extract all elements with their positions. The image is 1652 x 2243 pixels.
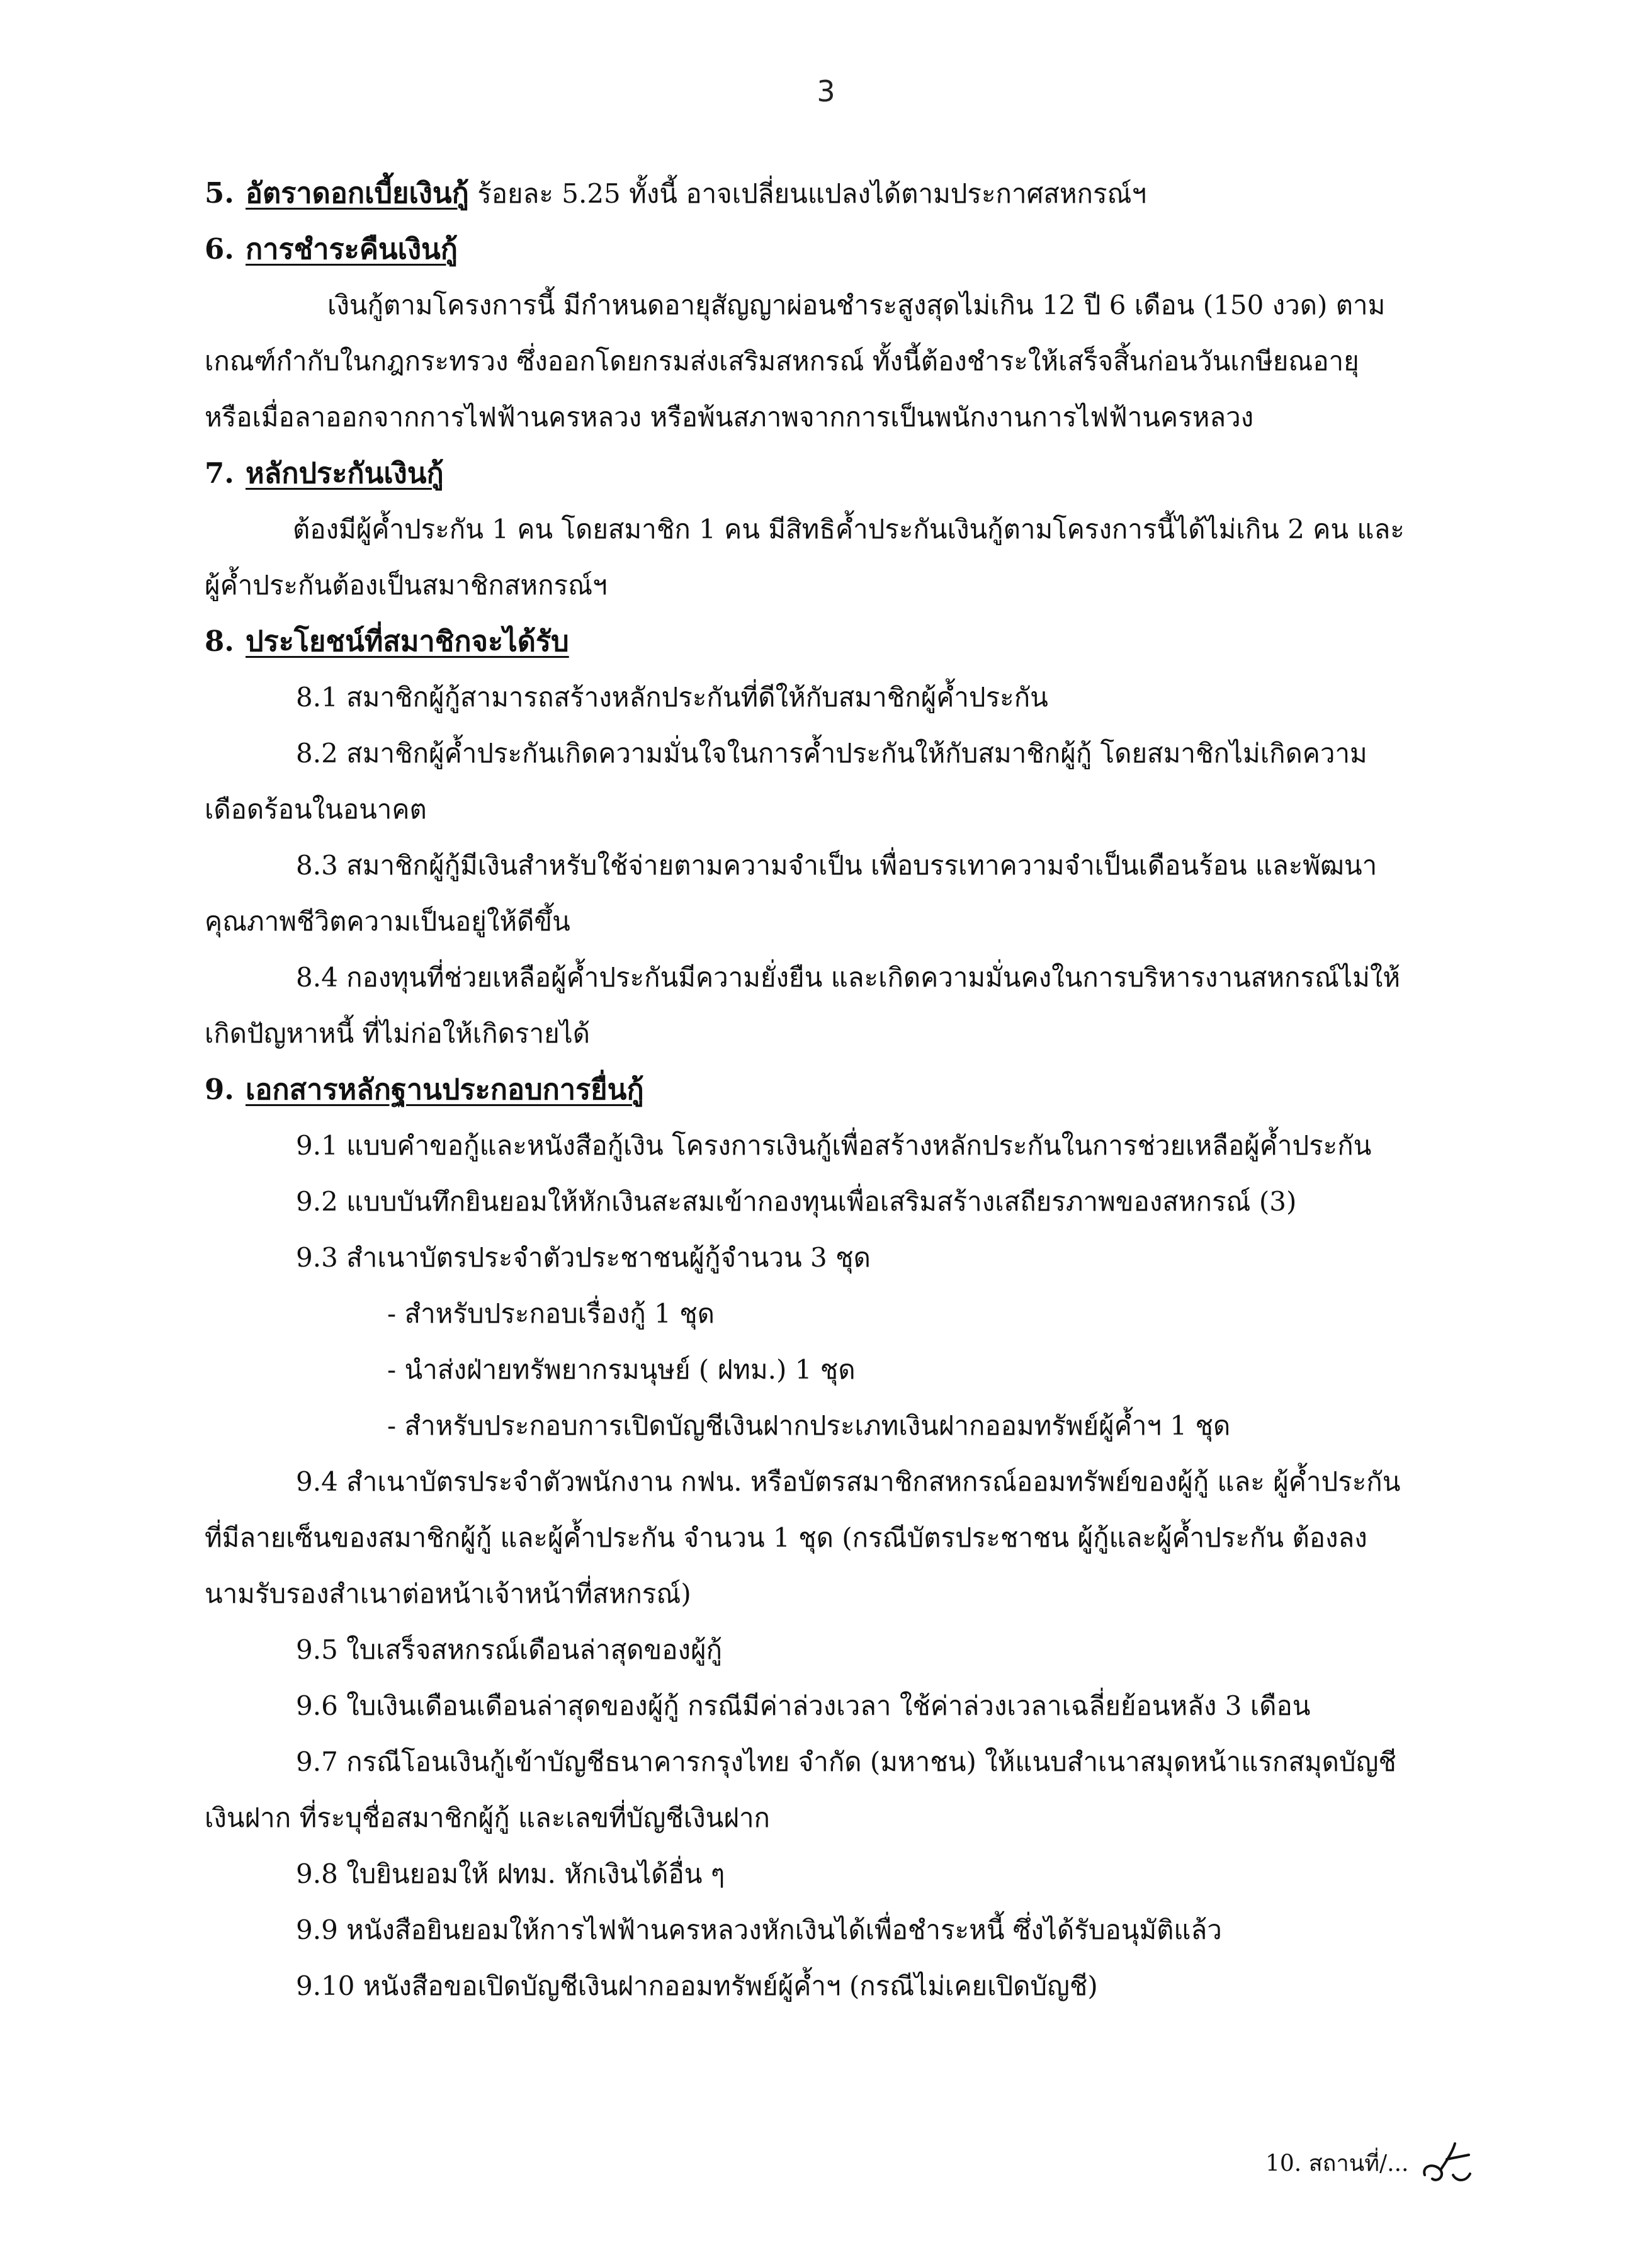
section-7-heading <box>205 445 1435 501</box>
initial-signature <box>1418 2137 1475 2193</box>
section-6-line-2: เกณฑ์กำกับในกฎกระทรวง ซึ่งออกโดยกรมส่งเสริมสหกรณ์ ทั้งนี้ต้องชำระให้เสร็จสิ้นก่อนวันเกษียณอายุ <box>205 346 1359 376</box>
section-9-item-3: 9.3 สำเนาบัตรประจำตัวประชาชนผู้กู้จำนวน 3 ชุด <box>296 1242 871 1273</box>
section-8-item-3-cont: คุณภาพชีวิตความเป็นอยู่ให้ดีขึ้น <box>205 906 570 937</box>
section-9-title: เอกสารหลักฐานประกอบการยื่นกู้ <box>245 1073 644 1106</box>
section-6-title: การชำระคืนเงินกู้ <box>245 232 458 266</box>
section-9-item-9: 9.9 หนังสือยินยอมให้การไฟฟ้านครหลวงหักเงินได้เพื่อชำระหนี้ ซึ่งได้รับอนุมัติแล้ว <box>296 1914 1222 1945</box>
section-9-item-2: 9.2 แบบบันทึกยินยอมให้หักเงินสะสมเข้ากองทุนเพื่อเสริมสร้างเสถียรภาพของสหกรณ์ (3) <box>296 1186 1297 1217</box>
section-5 <box>205 165 1435 221</box>
section-9-item-1: 9.1 แบบคำขอกู้และหนังสือกู้เงิน โครงการเงินกู้เพื่อสร้างหลักประกันในการช่วยเหลือผู้ค้ำประกัน <box>296 1130 1372 1161</box>
section-9-item-7-cont: เงินฝาก ที่ระบุชื่อสมาชิกผู้กู้ และเลขที่บัญชีเงินฝาก <box>205 1802 770 1833</box>
section-8-item-4: 8.4 กองทุนที่ช่วยเหลือผู้ค้ำประกันมีความยั่งยืน และเกิดความมั่นคงในการบริหารงานสหกรณ์ไม่ให้ <box>296 962 1401 993</box>
section-9-item-4-cont-2: นามรับรองสำเนาต่อหน้าเจ้าหน้าที่สหกรณ์) <box>205 1578 691 1609</box>
section-6-line-1: เงินกู้ตามโครงการนี้ มีกำหนดอายุสัญญาผ่อนชำระสูงสุดไม่เกิน 12 ปี 6 เดือน (150 งวด) ตาม <box>327 290 1386 320</box>
section-9-item-8: 9.8 ใบยินยอมให้ ฝทม. หักเงินได้อื่น ๆ <box>296 1858 725 1889</box>
section-8-item-2: 8.2 สมาชิกผู้ค้ำประกันเกิดความมั่นใจในการค้ำประกันให้กับสมาชิกผู้กู้ โดยสมาชิกไม่เกิดความ <box>296 738 1367 769</box>
section-7-number: 7. <box>205 456 234 490</box>
section-9-item-3-sub-3: - สำหรับประกอบการเปิดบัญชีเงินฝากประเภทเงินฝากออมทรัพย์ผู้ค้ำฯ 1 ชุด <box>387 1410 1231 1441</box>
section-8-item-2-cont: เดือดร้อนในอนาคต <box>205 794 427 825</box>
section-8-title: ประโยชน์ที่สมาชิกจะได้รับ <box>245 624 569 658</box>
section-6-number: 6. <box>205 232 234 266</box>
section-9-item-3-sub-2: - นำส่งฝ่ายทรัพยากรมนุษย์ ( ฝทม.) 1 ชุด <box>387 1354 856 1385</box>
section-5-number: 5. <box>205 176 234 210</box>
page-footer <box>1265 2137 1475 2193</box>
section-7-line-2: ผู้ค้ำประกันต้องเป็นสมาชิกสหกรณ์ฯ <box>205 570 608 601</box>
section-9-item-4-cont-1: ที่มีลายเซ็นของสมาชิกผู้กู้ และผู้ค้ำประกัน จำนวน 1 ชุด (กรณีบัตรประชาชน ผู้กู้และผู้ค้ำประกัน ต้องลง <box>205 1522 1367 1553</box>
section-8-heading <box>205 613 1435 669</box>
section-9-item-6: 9.6 ใบเงินเดือนเดือนล่าสุดของผู้กู้ กรณีมีค่าล่วงเวลา ใช้ค่าล่วงเวลาเฉลี่ยย้อนหลัง 3 เดือน <box>296 1690 1311 1721</box>
section-8-item-1: 8.1 สมาชิกผู้กู้สามารถสร้างหลักประกันที่ดีให้กับสมาชิกผู้ค้ำประกัน <box>296 682 1048 713</box>
section-9-heading <box>205 1061 1435 1117</box>
section-5-title: อัตราดอกเบี้ยเงินกู้ <box>245 176 469 210</box>
section-9-item-4: 9.4 สำเนาบัตรประจำตัวพนักงาน กฟน. หรือบัตรสมาชิกสหกรณ์ออมทรัพย์ของผู้กู้ และ ผู้ค้ำประกัน <box>296 1466 1401 1497</box>
section-6-line-3: หรือเมื่อลาออกจากการไฟฟ้านครหลวง หรือพ้นสภาพจากการเป็นพนักงานการไฟฟ้านครหลวง <box>205 402 1254 432</box>
section-9-item-3-sub-1: - สำหรับประกอบเรื่องกู้ 1 ชุด <box>387 1298 715 1329</box>
section-9-item-10: 9.10 หนังสือขอเปิดบัญชีเงินฝากออมทรัพย์ผู้ค้ำฯ (กรณีไม่เคยเปิดบัญชี) <box>296 1970 1098 2001</box>
document-body <box>205 165 1435 2014</box>
section-9-item-5: 9.5 ใบเสร็จสหกรณ์เดือนล่าสุดของผู้กู้ <box>296 1634 723 1665</box>
section-6-heading <box>205 221 1435 277</box>
section-9-item-7: 9.7 กรณีโอนเงินกู้เข้าบัญชีธนาคารกรุงไทย จำกัด (มหาชน) ให้แนบสำเนาสมุดหน้าแรกสมุดบัญชี <box>296 1746 1396 1777</box>
section-8-item-3: 8.3 สมาชิกผู้กู้มีเงินสำหรับใช้จ่ายตามความจำเป็น เพื่อบรรเทาความจำเป็นเดือนร้อน และพัฒนา <box>296 850 1378 881</box>
section-5-text: ร้อยละ 5.25 ทั้งนี้ อาจเปลี่ยนแปลงได้ตามประกาศสหกรณ์ฯ <box>477 178 1147 209</box>
next-page-continuation: 10. สถานที่/... <box>1265 2150 1409 2177</box>
section-7-line-1: ต้องมีผู้ค้ำประกัน 1 คน โดยสมาชิก 1 คน มีสิทธิค้ำประกันเงินกู้ตามโครงการนี้ได้ไม่เกิน 2 คน และ <box>293 514 1405 545</box>
section-9-number: 9. <box>205 1073 234 1106</box>
section-8-item-4-cont: เกิดปัญหาหนี้ ที่ไม่ก่อให้เกิดรายได้ <box>205 1018 591 1049</box>
section-8-number: 8. <box>205 624 234 658</box>
section-7-title: หลักประกันเงินกู้ <box>245 456 444 490</box>
page-number: 3 <box>817 74 835 108</box>
